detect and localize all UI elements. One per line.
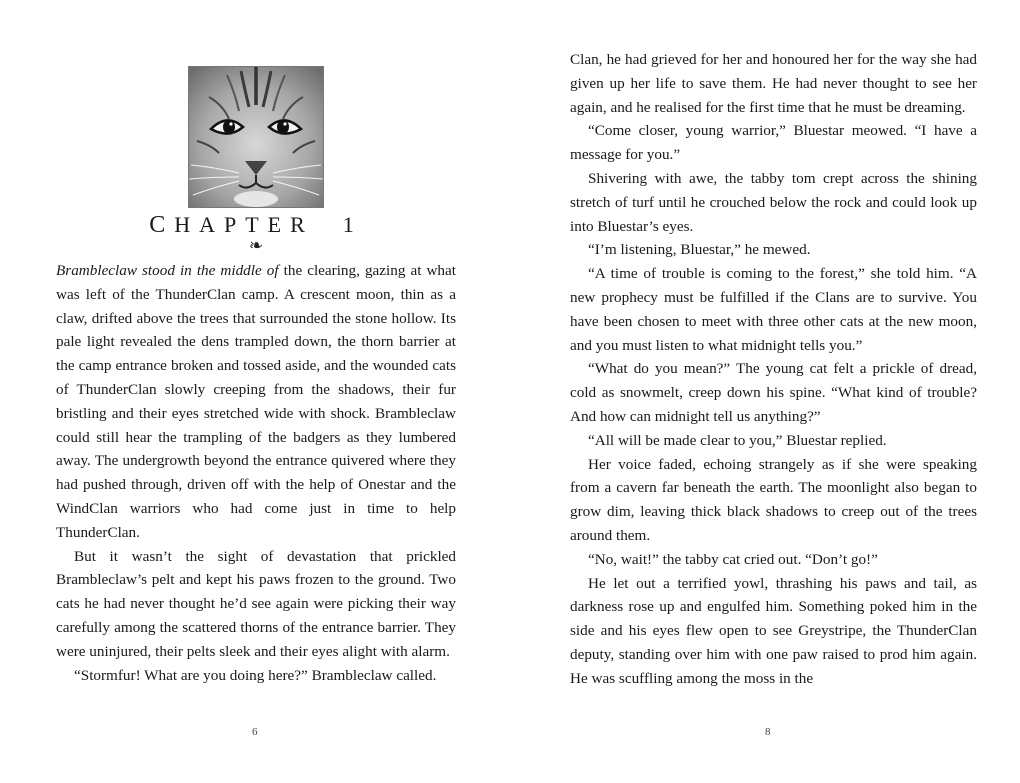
cat-face-icon	[189, 67, 323, 207]
paragraph	[56, 259, 456, 545]
paragraph: “Stormfur! What are you doing here?” Brambleclaw called.	[74, 666, 437, 684]
cat-face-illustration	[188, 66, 324, 208]
page-number: 6	[252, 726, 258, 738]
chapter-initial: C	[149, 212, 175, 238]
paragraph: “What do you mean?” The young cat felt a prickle of dread, cold as snowmelt, creep down his spine. “What kind of trouble? And how can midnight tell us anything?”	[570, 360, 977, 425]
paragraph: “Come closer, young warrior,” Bluestar meowed. “I have a message for you.”	[570, 122, 977, 164]
page-number: 8	[765, 726, 771, 738]
chapter-word: HAPTER	[174, 212, 314, 237]
paragraph: He let out a terrified yowl, thrashing his paws and tail, as darkness rose up and engulfed him. Something poked him in the side and his eyes flew open to see Greystripe, the ThunderClan deputy, standing over him with one paw raised to prod him again. He was scuffling among the moss in the	[570, 574, 977, 687]
paragraph: “I’m listening, Bluestar,” he mewed.	[588, 241, 811, 259]
right-page	[510, 0, 1020, 783]
lead-in-text: Brambleclaw stood in the middle of	[56, 262, 279, 279]
right-page-body	[570, 48, 977, 691]
paragraph: “All will be made clear to you,” Bluestar replied.	[588, 431, 887, 449]
paragraph: But it wasn’t the sight of devastation that prickled Brambleclaw’s pelt and kept his paws frozen to the ground. Two cats he had never thought he’d see again were picking their way carefully among the scattered thorns of the entrance barrier. They were uninjured, their pelts sleek and their eyes alight with alarm.	[56, 547, 456, 660]
paragraph-text: the clearing, gazing at what was left of the ThunderClan camp. A crescent moon, thin as a claw, drifted above the trees that surrounded the stone hollow. Its pale light revealed the dens trampled down, the thorn barrier at the camp entrance broken and tossed aside, and the wounded cats of ThunderClan slowly creeping from the shadows, their fur bristling and their eyes stretched wide with shock. Brambleclaw could still hear the trampling of the badgers as they lumbered away. The undergrowth beyond the entrance quivered where they had pushed through, driven off with the help of Onestar and the WindClan warriors who had come just in time to help ThunderClan.	[56, 262, 456, 541]
fleuron-icon: ❧	[248, 236, 264, 255]
chapter-number: 1	[342, 212, 363, 237]
chapter-heading	[56, 212, 456, 239]
paragraph: Her voice faded, echoing strangely as if she were speaking from a cavern far beneath the earth. The moonlight also began to grow dim, leaving thick black shadows to creep out of the trees around them.	[570, 455, 977, 544]
paragraph: Clan, he had grieved for her and honoured her for the way she had given up her life to save them. He had never thought to see her again, and he realised for the first time that he must be dreaming.	[570, 51, 977, 116]
paragraph: “A time of trouble is coming to the forest,” she told him. “A new prophecy must be fulfilled if the Clans are to survive. You have been chosen to meet with three other cats at the new moon, and you must listen to what midnight tells you.”	[570, 265, 977, 354]
left-page-body	[56, 259, 456, 687]
paragraph: Shivering with awe, the tabby tom crept across the shining stretch of turf until he crouched below the rock and could look up into Bluestar’s eyes.	[570, 169, 977, 235]
paragraph: “No, wait!” the tabby cat cried out. “Don’t go!”	[588, 550, 878, 568]
